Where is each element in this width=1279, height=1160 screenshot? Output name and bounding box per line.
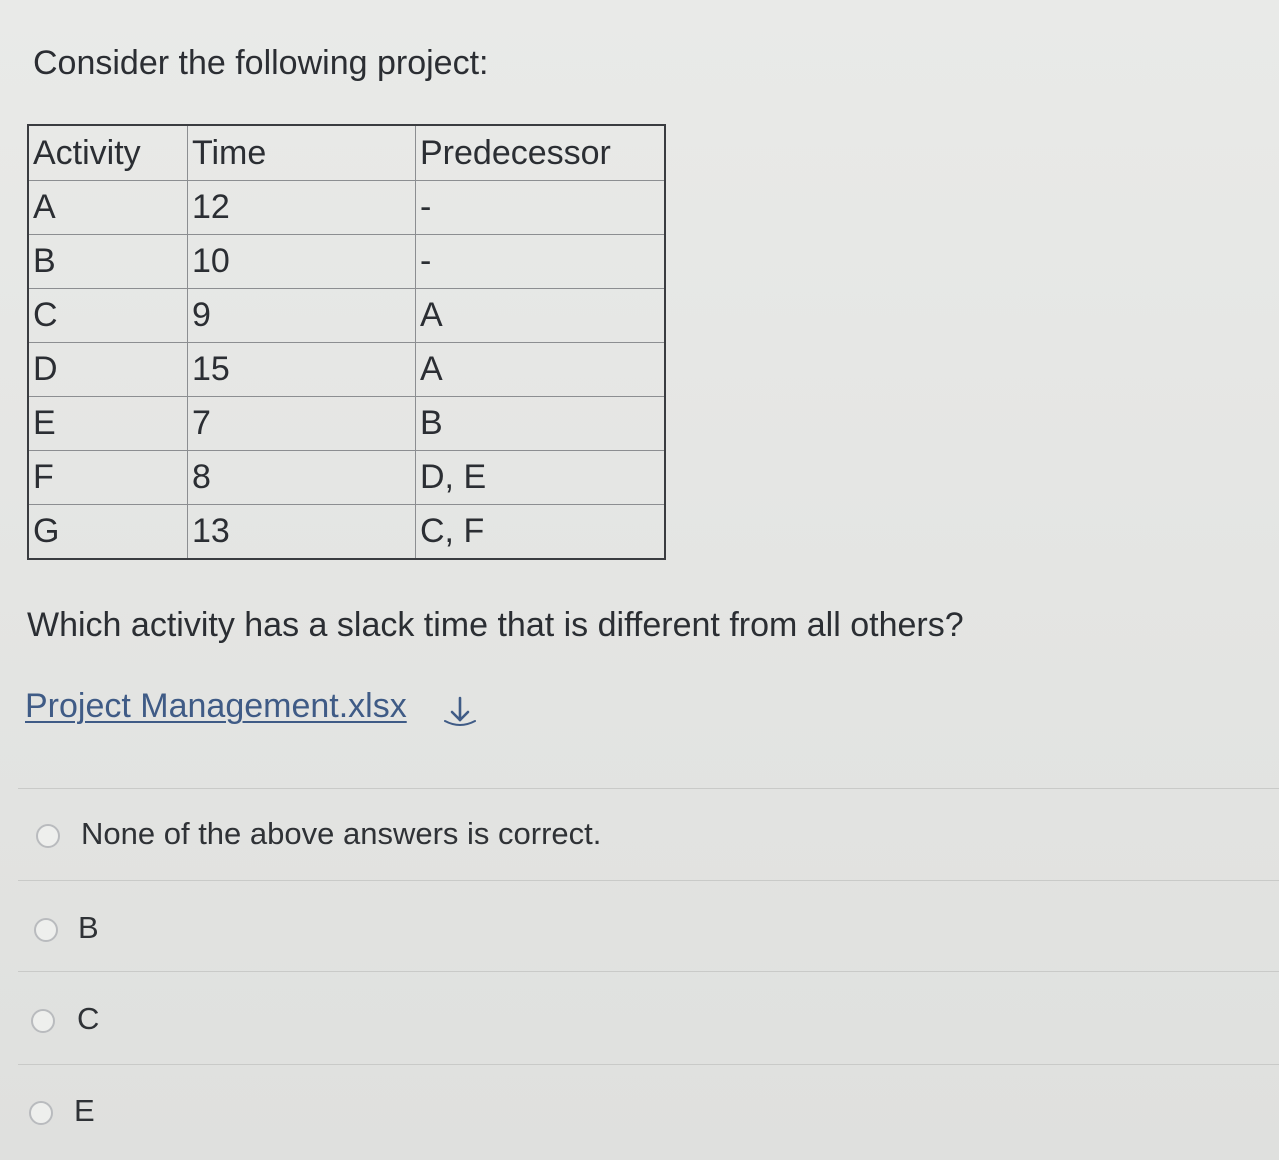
- cell-predecessor: A: [416, 343, 666, 397]
- divider: [18, 971, 1279, 972]
- cell-time: 7: [188, 397, 416, 451]
- answer-option-label: C: [77, 1001, 100, 1036]
- table-row: [28, 505, 665, 560]
- cell-time: 13: [188, 505, 416, 560]
- question-prompt: Which activity has a slack time that is different from all others?: [27, 606, 964, 644]
- header-predecessor: Predecessor: [416, 125, 666, 181]
- table-header-row: [28, 125, 665, 181]
- answer-option-e[interactable]: [0, 1066, 1279, 1156]
- answer-option-label: None of the above answers is correct.: [81, 816, 602, 851]
- question-intro: Consider the following project:: [33, 44, 489, 82]
- cell-predecessor: C, F: [416, 505, 666, 560]
- header-activity: Activity: [28, 125, 188, 181]
- radio-button[interactable]: [31, 1009, 55, 1033]
- divider: [18, 1064, 1279, 1065]
- header-time: Time: [188, 125, 416, 181]
- cell-time: 9: [188, 289, 416, 343]
- cell-predecessor: A: [416, 289, 666, 343]
- cell-activity: G: [28, 505, 188, 560]
- cell-activity: A: [28, 181, 188, 235]
- project-activity-table: [27, 124, 666, 560]
- cell-predecessor: B: [416, 397, 666, 451]
- answer-option-label: B: [78, 910, 99, 945]
- table-row: [28, 289, 665, 343]
- table-row: [28, 343, 665, 397]
- radio-button[interactable]: [34, 918, 58, 942]
- cell-time: 15: [188, 343, 416, 397]
- cell-activity: B: [28, 235, 188, 289]
- table-row: [28, 235, 665, 289]
- divider: [18, 880, 1279, 881]
- answer-option-b[interactable]: [0, 882, 1279, 972]
- answer-option-none[interactable]: [0, 790, 1279, 880]
- answer-option-label: E: [74, 1093, 95, 1128]
- cell-predecessor: -: [416, 235, 666, 289]
- cell-time: 10: [188, 235, 416, 289]
- attachment-link[interactable]: Project Management.xlsx: [25, 687, 407, 725]
- table-row: [28, 397, 665, 451]
- download-arrow-icon[interactable]: [440, 694, 480, 730]
- table-row: [28, 181, 665, 235]
- radio-button[interactable]: [29, 1101, 53, 1125]
- divider: [18, 788, 1279, 789]
- cell-activity: E: [28, 397, 188, 451]
- cell-activity: F: [28, 451, 188, 505]
- answer-option-c[interactable]: [0, 973, 1279, 1063]
- cell-predecessor: D, E: [416, 451, 666, 505]
- radio-button[interactable]: [36, 824, 60, 848]
- cell-predecessor: -: [416, 181, 666, 235]
- cell-activity: C: [28, 289, 188, 343]
- table-row: [28, 451, 665, 505]
- cell-time: 12: [188, 181, 416, 235]
- cell-activity: D: [28, 343, 188, 397]
- cell-time: 8: [188, 451, 416, 505]
